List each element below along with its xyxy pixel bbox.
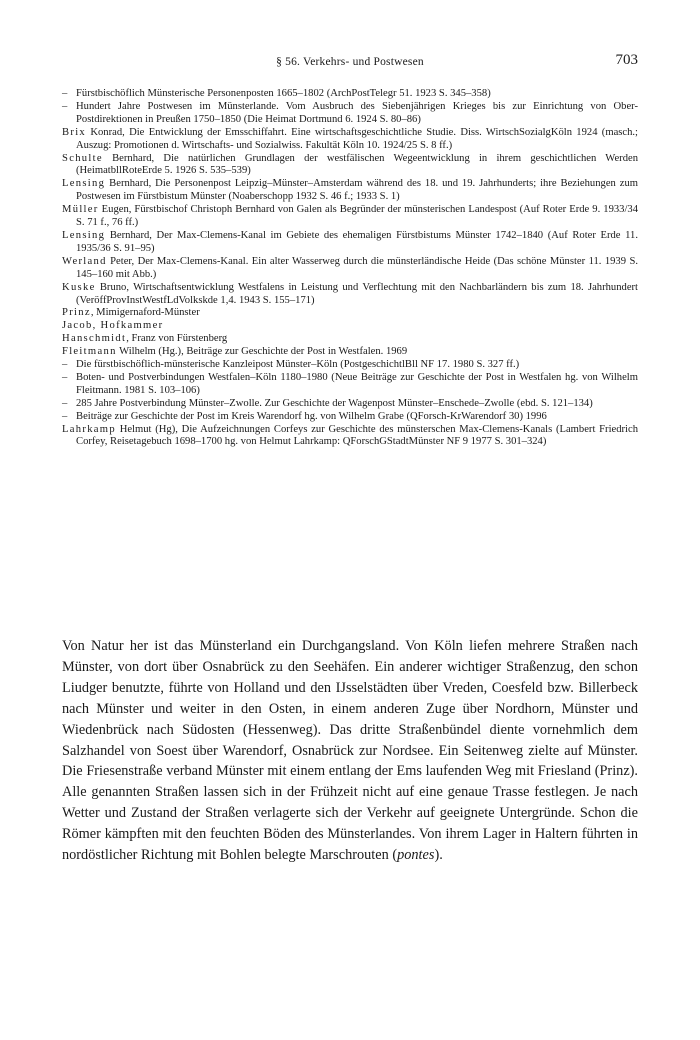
entry-text: 285 Jahre Postverbindung Münster–Zwolle. Zur Geschichte der Wagenpost Münster–Enschede–Zwolle (ebd. S. 121–134) <box>76 397 593 409</box>
bibliography-list <box>62 88 638 449</box>
bibliography-entry <box>62 127 638 153</box>
bibliography-entry <box>62 398 638 411</box>
bibliography-entry <box>62 282 638 308</box>
bibliography-entry <box>62 346 638 359</box>
entry-author: Hanschmidt <box>62 333 127 345</box>
entry-text: Bernhard, Die Personenpost Leipzig–Münster–Amsterdam während des 18. und 19. Jahrhunderts; ihre Beziehungen zum Postwesen im Fürstbistum Münster (Noaberschopp 1932 S. 46 f.; 1933 S. 1) <box>76 178 638 203</box>
entry-author: Prinz <box>62 307 91 319</box>
entry-author: Brix <box>62 126 87 138</box>
bibliography-entry <box>62 178 638 204</box>
entry-text: Helmut (Hg), Die Aufzeichnungen Corfeys zur Geschichte des münsterschen Max-Clemens-Kanals (Lambert Friedrich Corfey, Reisetagebuch 1698–1700 hg. von Helmut Lahrkamp: QForschGStadtMünster NF 9 1977 S. 301–324) <box>76 423 638 448</box>
entry-text: Hundert Jahre Postwesen im Münsterlande. Vom Ausbruch des Siebenjährigen Krieges bis zur Einrichtung von Ober-Postdirektionen in Preußen 1750–1850 (Die Heimat Dortmund 6. 1924 S. 80–86) <box>76 100 638 125</box>
entry-author: Müller <box>62 204 99 216</box>
entry-author: Lahrkamp <box>62 423 116 435</box>
running-head: § 56. Verkehrs- und Postwesen <box>276 56 424 68</box>
entry-text: Bruno, Wirtschaftsentwicklung Westfalens in Leistung und Verflechtung mit den Nachbarländern bis zum 18. Jahrhundert (VeröffProvInstWestfLdVolkskde 1,4. 1943 S. 155–171) <box>76 281 638 306</box>
entry-text: Peter, Der Max-Clemens-Kanal. Ein alter Wasserweg durch die münsterländische Heide (Das schöne Münster 11. 1939 S. 145–160 mit Abb.) <box>76 255 638 280</box>
entry-dash: – <box>62 100 68 112</box>
bibliography-entry <box>62 88 638 101</box>
bibliography-entry <box>62 101 638 127</box>
paragraph-text: Von Natur her ist das Münsterland ein Durchgangsland. Von Köln liefen mehrere Straßen nach Münster, von dort über Osnabrück zu den Seehäfen. Ein anderer wichtiger Straßenzug, den schon Liudger benutzte, führte von Holland und den IJsselstädten über Vreden, Coesfeld bzw. Billerbeck nach Münster und weiter in den Osten, in einem anderen Zuge über Nordhorn, Münster und Wiedenbrück nach Südosten (Hessenweg). Das dritte Straßenbündel diente vornehmlich dem Salzhandel von Soest über Warendorf, Osnabrück zur Nordsee. Ein Seitenweg zielte auf Münster. Die Friesenstraße verband Münster mit einem entlang der Ems laufenden Weg mit Friesland (Prinz). Alle genannten Straßen lassen sich in der Frühzeit nicht auf eine genaue Trasse festlegen. Je nach Wetter und Zustand der Straßen verlagerte sich der Verkehr auf geeignete Untergründe. Schon die Römer kämpften mit den feuchten Böden des Münsterlandes. Von ihrem Lager in Haltern führten in nordöstlicher Richtung mit Bohlen belegte Marschrouten ( <box>62 638 638 864</box>
entry-dash: – <box>62 359 68 371</box>
bibliography-entry <box>62 204 638 230</box>
bibliography-entry <box>62 411 638 424</box>
page-number: 703 <box>615 52 638 68</box>
entry-dash: – <box>62 371 68 383</box>
bibliography-entry <box>62 424 638 450</box>
body-paragraph <box>62 636 638 866</box>
entry-dash: – <box>62 397 68 409</box>
entry-text: Fürstbischöflich Münsterische Personenposten 1665–1802 (ArchPostTelegr 51. 1923 S. 345–358) <box>76 88 491 99</box>
entry-author: Fleitmann <box>62 346 117 358</box>
entry-author: Kuske <box>62 281 96 293</box>
entry-text: Bernhard, Der Max-Clemens-Kanal im Gebiete des ehemaligen Fürstbistums Münster 1742–1840 (Auf Roter Erde 11. 1935/36 S. 91–95) <box>76 229 638 254</box>
bibliography-entry <box>62 153 638 179</box>
entry-dash: – <box>62 88 68 99</box>
bibliography-entry <box>62 320 638 333</box>
entry-text: Eugen, Fürstbischof Christoph Bernhard von Galen als Begründer der münsterischen Landespost (Auf Roter Erde 9. 1933/34 S. 71 f., 76 ff.) <box>76 204 638 229</box>
entry-author: Werland <box>62 255 107 267</box>
entry-dash: – <box>62 410 68 422</box>
italic-term: pontes <box>397 847 435 864</box>
entry-text: Boten- und Postverbindungen Westfalen–Köln 1180–1980 (Neue Beiträge zur Geschichte der Post in Westfalen hg. von Wilhelm Fleitmann. 1981 S. 103–106) <box>76 371 638 396</box>
entry-text: Die fürstbischöflich-münsterische Kanzleipost Münster–Köln (PostgeschichtlBll NF 17. 1980 S. 327 ff.) <box>76 359 520 371</box>
bibliography-entry <box>62 230 638 256</box>
bibliography-entry <box>62 256 638 282</box>
entry-author: Schulte <box>62 152 103 164</box>
bibliography-entry <box>62 307 638 320</box>
entry-text: Bernhard, Die natürlichen Grundlagen der westfälischen Wegeentwicklung in ihrem geschichtlichen Werden (HeimatbllRoteErde 5. 1926 S. 535–539) <box>76 152 638 177</box>
entry-text: Beiträge zur Geschichte der Post im Kreis Warendorf hg. von Wilhelm Grabe (QForsch-KrWarendorf 30) 1996 <box>76 410 547 422</box>
paragraph-closing: ). <box>434 847 443 864</box>
page-header <box>62 52 638 74</box>
bibliography-entry <box>62 333 638 346</box>
entry-author: Lensing <box>62 229 106 241</box>
entry-text: Wilhelm (Hg.), Beiträge zur Geschichte der Post in Westfalen. 1969 <box>116 346 408 358</box>
bibliography-entry <box>62 372 638 398</box>
entry-text: , Mimigernaford-Münster <box>90 307 200 319</box>
bibliography-entry <box>62 359 638 372</box>
entry-text: , Franz von Fürstenberg <box>126 333 228 345</box>
entry-author: Lensing <box>62 178 106 190</box>
entry-text: Konrad, Die Entwicklung der Emsschiffahrt. Eine wirtschaftsgeschichtliche Studie. Diss. WirtschSozialgKöln 1924 (masch.; Auszug: Promotionen d. Wirtschafts- und Sozialwiss. Fakultät Köln 10. 1924/25 S. 8 ff.) <box>76 126 638 151</box>
entry-author: Jacob, Hofkammer <box>62 320 164 332</box>
